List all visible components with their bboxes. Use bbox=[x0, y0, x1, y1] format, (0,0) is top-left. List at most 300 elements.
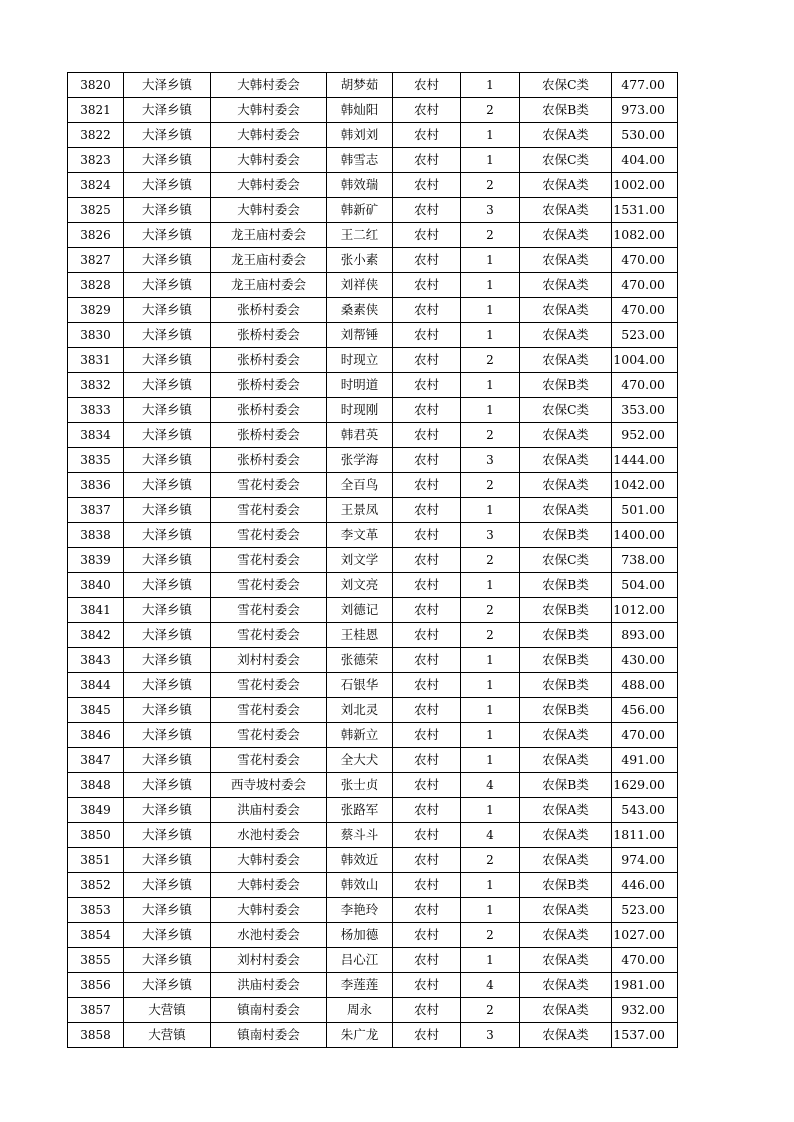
table-row bbox=[68, 598, 678, 623]
household-count-cell: 1 bbox=[461, 148, 520, 173]
amount-cell: 404.00 bbox=[612, 148, 678, 173]
village-committee-cell: 镇南村委会 bbox=[211, 1023, 327, 1048]
insurance-category-cell: 农保C类 bbox=[520, 398, 612, 423]
household-count-cell: 2 bbox=[461, 623, 520, 648]
amount-cell: 1629.00 bbox=[612, 773, 678, 798]
village-committee-cell: 大韩村委会 bbox=[211, 848, 327, 873]
village-committee-cell: 大韩村委会 bbox=[211, 148, 327, 173]
area-type-cell: 农村 bbox=[393, 998, 461, 1023]
person-name-cell: 王二红 bbox=[327, 223, 393, 248]
person-name-cell: 王景凤 bbox=[327, 498, 393, 523]
row-number-cell: 3856 bbox=[68, 973, 124, 998]
township-cell: 大泽乡镇 bbox=[124, 323, 211, 348]
person-name-cell: 全大犬 bbox=[327, 748, 393, 773]
village-committee-cell: 雪花村委会 bbox=[211, 473, 327, 498]
row-number-cell: 3835 bbox=[68, 448, 124, 473]
area-type-cell: 农村 bbox=[393, 173, 461, 198]
insurance-category-cell: 农保C类 bbox=[520, 548, 612, 573]
table-row bbox=[68, 473, 678, 498]
amount-cell: 501.00 bbox=[612, 498, 678, 523]
row-number-cell: 3855 bbox=[68, 948, 124, 973]
household-count-cell: 1 bbox=[461, 373, 520, 398]
insurance-category-cell: 农保B类 bbox=[520, 573, 612, 598]
area-type-cell: 农村 bbox=[393, 498, 461, 523]
township-cell: 大泽乡镇 bbox=[124, 398, 211, 423]
township-cell: 大泽乡镇 bbox=[124, 873, 211, 898]
insurance-category-cell: 农保A类 bbox=[520, 448, 612, 473]
person-name-cell: 刘帮锤 bbox=[327, 323, 393, 348]
person-name-cell: 韩君英 bbox=[327, 423, 393, 448]
row-number-cell: 3833 bbox=[68, 398, 124, 423]
household-count-cell: 1 bbox=[461, 273, 520, 298]
person-name-cell: 张路军 bbox=[327, 798, 393, 823]
area-type-cell: 农村 bbox=[393, 873, 461, 898]
person-name-cell: 刘文学 bbox=[327, 548, 393, 573]
table-row bbox=[68, 248, 678, 273]
household-count-cell: 1 bbox=[461, 898, 520, 923]
household-count-cell: 1 bbox=[461, 298, 520, 323]
household-count-cell: 1 bbox=[461, 698, 520, 723]
row-number-cell: 3847 bbox=[68, 748, 124, 773]
township-cell: 大泽乡镇 bbox=[124, 273, 211, 298]
insurance-category-cell: 农保B类 bbox=[520, 873, 612, 898]
household-count-cell: 2 bbox=[461, 848, 520, 873]
household-count-cell: 3 bbox=[461, 448, 520, 473]
township-cell: 大泽乡镇 bbox=[124, 223, 211, 248]
insurance-category-cell: 农保C类 bbox=[520, 73, 612, 98]
village-committee-cell: 张桥村委会 bbox=[211, 448, 327, 473]
village-committee-cell: 雪花村委会 bbox=[211, 723, 327, 748]
amount-cell: 488.00 bbox=[612, 673, 678, 698]
person-name-cell: 张小素 bbox=[327, 248, 393, 273]
amount-cell: 504.00 bbox=[612, 573, 678, 598]
village-committee-cell: 镇南村委会 bbox=[211, 998, 327, 1023]
table-row bbox=[68, 948, 678, 973]
area-type-cell: 农村 bbox=[393, 723, 461, 748]
row-number-cell: 3824 bbox=[68, 173, 124, 198]
row-number-cell: 3851 bbox=[68, 848, 124, 873]
area-type-cell: 农村 bbox=[393, 923, 461, 948]
row-number-cell: 3830 bbox=[68, 323, 124, 348]
amount-cell: 1811.00 bbox=[612, 823, 678, 848]
household-count-cell: 1 bbox=[461, 123, 520, 148]
area-type-cell: 农村 bbox=[393, 573, 461, 598]
township-cell: 大泽乡镇 bbox=[124, 448, 211, 473]
area-type-cell: 农村 bbox=[393, 398, 461, 423]
area-type-cell: 农村 bbox=[393, 823, 461, 848]
row-number-cell: 3837 bbox=[68, 498, 124, 523]
row-number-cell: 3832 bbox=[68, 373, 124, 398]
person-name-cell: 王桂恩 bbox=[327, 623, 393, 648]
insurance-category-cell: 农保A类 bbox=[520, 198, 612, 223]
household-count-cell: 1 bbox=[461, 498, 520, 523]
row-number-cell: 3858 bbox=[68, 1023, 124, 1048]
row-number-cell: 3825 bbox=[68, 198, 124, 223]
village-committee-cell: 张桥村委会 bbox=[211, 373, 327, 398]
table-row bbox=[68, 798, 678, 823]
person-name-cell: 韩雪志 bbox=[327, 148, 393, 173]
amount-cell: 470.00 bbox=[612, 273, 678, 298]
household-count-cell: 2 bbox=[461, 223, 520, 248]
village-committee-cell: 雪花村委会 bbox=[211, 573, 327, 598]
village-committee-cell: 水池村委会 bbox=[211, 923, 327, 948]
insurance-category-cell: 农保B类 bbox=[520, 673, 612, 698]
household-count-cell: 1 bbox=[461, 398, 520, 423]
amount-cell: 1537.00 bbox=[612, 1023, 678, 1048]
amount-cell: 530.00 bbox=[612, 123, 678, 148]
table-row bbox=[68, 198, 678, 223]
household-count-cell: 1 bbox=[461, 673, 520, 698]
amount-cell: 456.00 bbox=[612, 698, 678, 723]
amount-cell: 1004.00 bbox=[612, 348, 678, 373]
household-count-cell: 2 bbox=[461, 923, 520, 948]
row-number-cell: 3848 bbox=[68, 773, 124, 798]
village-committee-cell: 雪花村委会 bbox=[211, 598, 327, 623]
village-committee-cell: 雪花村委会 bbox=[211, 498, 327, 523]
village-committee-cell: 洪庙村委会 bbox=[211, 973, 327, 998]
data-table bbox=[67, 72, 678, 1048]
amount-cell: 470.00 bbox=[612, 948, 678, 973]
amount-cell: 353.00 bbox=[612, 398, 678, 423]
row-number-cell: 3845 bbox=[68, 698, 124, 723]
row-number-cell: 3853 bbox=[68, 898, 124, 923]
table-row bbox=[68, 873, 678, 898]
amount-cell: 523.00 bbox=[612, 898, 678, 923]
row-number-cell: 3844 bbox=[68, 673, 124, 698]
household-count-cell: 1 bbox=[461, 248, 520, 273]
amount-cell: 932.00 bbox=[612, 998, 678, 1023]
row-number-cell: 3827 bbox=[68, 248, 124, 273]
table-row bbox=[68, 498, 678, 523]
village-committee-cell: 大韩村委会 bbox=[211, 198, 327, 223]
row-number-cell: 3836 bbox=[68, 473, 124, 498]
table-row bbox=[68, 648, 678, 673]
area-type-cell: 农村 bbox=[393, 373, 461, 398]
amount-cell: 1082.00 bbox=[612, 223, 678, 248]
village-committee-cell: 张桥村委会 bbox=[211, 348, 327, 373]
table-row bbox=[68, 1023, 678, 1048]
insurance-category-cell: 农保A类 bbox=[520, 298, 612, 323]
insurance-category-cell: 农保A类 bbox=[520, 223, 612, 248]
person-name-cell: 李文革 bbox=[327, 523, 393, 548]
row-number-cell: 3854 bbox=[68, 923, 124, 948]
area-type-cell: 农村 bbox=[393, 198, 461, 223]
township-cell: 大泽乡镇 bbox=[124, 423, 211, 448]
person-name-cell: 韩效山 bbox=[327, 873, 393, 898]
township-cell: 大泽乡镇 bbox=[124, 148, 211, 173]
area-type-cell: 农村 bbox=[393, 598, 461, 623]
row-number-cell: 3828 bbox=[68, 273, 124, 298]
table-row bbox=[68, 448, 678, 473]
amount-cell: 470.00 bbox=[612, 373, 678, 398]
table-row bbox=[68, 398, 678, 423]
household-count-cell: 3 bbox=[461, 523, 520, 548]
row-number-cell: 3840 bbox=[68, 573, 124, 598]
person-name-cell: 张学海 bbox=[327, 448, 393, 473]
area-type-cell: 农村 bbox=[393, 1023, 461, 1048]
table-row bbox=[68, 98, 678, 123]
village-committee-cell: 大韩村委会 bbox=[211, 173, 327, 198]
insurance-category-cell: 农保B类 bbox=[520, 623, 612, 648]
amount-cell: 1027.00 bbox=[612, 923, 678, 948]
area-type-cell: 农村 bbox=[393, 798, 461, 823]
household-count-cell: 2 bbox=[461, 598, 520, 623]
amount-cell: 893.00 bbox=[612, 623, 678, 648]
township-cell: 大泽乡镇 bbox=[124, 598, 211, 623]
household-count-cell: 2 bbox=[461, 173, 520, 198]
household-count-cell: 2 bbox=[461, 348, 520, 373]
table-row bbox=[68, 998, 678, 1023]
village-committee-cell: 张桥村委会 bbox=[211, 423, 327, 448]
township-cell: 大泽乡镇 bbox=[124, 973, 211, 998]
township-cell: 大泽乡镇 bbox=[124, 573, 211, 598]
household-count-cell: 4 bbox=[461, 823, 520, 848]
insurance-category-cell: 农保A类 bbox=[520, 823, 612, 848]
area-type-cell: 农村 bbox=[393, 848, 461, 873]
township-cell: 大泽乡镇 bbox=[124, 348, 211, 373]
area-type-cell: 农村 bbox=[393, 98, 461, 123]
person-name-cell: 韩新立 bbox=[327, 723, 393, 748]
person-name-cell: 刘文亮 bbox=[327, 573, 393, 598]
table-row bbox=[68, 623, 678, 648]
amount-cell: 738.00 bbox=[612, 548, 678, 573]
row-number-cell: 3826 bbox=[68, 223, 124, 248]
table-row bbox=[68, 523, 678, 548]
village-committee-cell: 龙王庙村委会 bbox=[211, 223, 327, 248]
insurance-category-cell: 农保A类 bbox=[520, 498, 612, 523]
person-name-cell: 张德荣 bbox=[327, 648, 393, 673]
area-type-cell: 农村 bbox=[393, 73, 461, 98]
table-row bbox=[68, 823, 678, 848]
person-name-cell: 朱广龙 bbox=[327, 1023, 393, 1048]
table-row bbox=[68, 848, 678, 873]
row-number-cell: 3839 bbox=[68, 548, 124, 573]
person-name-cell: 韩新矿 bbox=[327, 198, 393, 223]
data-table-container bbox=[67, 72, 677, 1048]
area-type-cell: 农村 bbox=[393, 698, 461, 723]
township-cell: 大泽乡镇 bbox=[124, 723, 211, 748]
person-name-cell: 杨加德 bbox=[327, 923, 393, 948]
amount-cell: 523.00 bbox=[612, 323, 678, 348]
table-row bbox=[68, 748, 678, 773]
household-count-cell: 4 bbox=[461, 973, 520, 998]
row-number-cell: 3829 bbox=[68, 298, 124, 323]
insurance-category-cell: 农保A类 bbox=[520, 748, 612, 773]
village-committee-cell: 雪花村委会 bbox=[211, 748, 327, 773]
row-number-cell: 3846 bbox=[68, 723, 124, 748]
amount-cell: 1042.00 bbox=[612, 473, 678, 498]
table-row bbox=[68, 373, 678, 398]
area-type-cell: 农村 bbox=[393, 773, 461, 798]
table-row bbox=[68, 698, 678, 723]
area-type-cell: 农村 bbox=[393, 948, 461, 973]
township-cell: 大泽乡镇 bbox=[124, 673, 211, 698]
township-cell: 大泽乡镇 bbox=[124, 173, 211, 198]
township-cell: 大泽乡镇 bbox=[124, 123, 211, 148]
area-type-cell: 农村 bbox=[393, 548, 461, 573]
person-name-cell: 韩效近 bbox=[327, 848, 393, 873]
area-type-cell: 农村 bbox=[393, 673, 461, 698]
table-row bbox=[68, 123, 678, 148]
township-cell: 大泽乡镇 bbox=[124, 648, 211, 673]
table-row bbox=[68, 573, 678, 598]
township-cell: 大泽乡镇 bbox=[124, 923, 211, 948]
table-row bbox=[68, 673, 678, 698]
row-number-cell: 3820 bbox=[68, 73, 124, 98]
township-cell: 大泽乡镇 bbox=[124, 948, 211, 973]
insurance-category-cell: 农保B类 bbox=[520, 598, 612, 623]
amount-cell: 974.00 bbox=[612, 848, 678, 873]
insurance-category-cell: 农保A类 bbox=[520, 848, 612, 873]
amount-cell: 477.00 bbox=[612, 73, 678, 98]
insurance-category-cell: 农保A类 bbox=[520, 973, 612, 998]
insurance-category-cell: 农保A类 bbox=[520, 123, 612, 148]
amount-cell: 491.00 bbox=[612, 748, 678, 773]
village-committee-cell: 龙王庙村委会 bbox=[211, 273, 327, 298]
area-type-cell: 农村 bbox=[393, 248, 461, 273]
person-name-cell: 韩刘刘 bbox=[327, 123, 393, 148]
village-committee-cell: 刘村村委会 bbox=[211, 948, 327, 973]
insurance-category-cell: 农保A类 bbox=[520, 948, 612, 973]
amount-cell: 952.00 bbox=[612, 423, 678, 448]
insurance-category-cell: 农保A类 bbox=[520, 323, 612, 348]
row-number-cell: 3849 bbox=[68, 798, 124, 823]
insurance-category-cell: 农保A类 bbox=[520, 173, 612, 198]
table-row bbox=[68, 923, 678, 948]
table-row bbox=[68, 323, 678, 348]
person-name-cell: 吕心江 bbox=[327, 948, 393, 973]
village-committee-cell: 龙王庙村委会 bbox=[211, 248, 327, 273]
table-row bbox=[68, 148, 678, 173]
household-count-cell: 2 bbox=[461, 548, 520, 573]
row-number-cell: 3821 bbox=[68, 98, 124, 123]
person-name-cell: 桑素侠 bbox=[327, 298, 393, 323]
table-row bbox=[68, 73, 678, 98]
insurance-category-cell: 农保A类 bbox=[520, 248, 612, 273]
village-committee-cell: 大韩村委会 bbox=[211, 98, 327, 123]
area-type-cell: 农村 bbox=[393, 973, 461, 998]
row-number-cell: 3852 bbox=[68, 873, 124, 898]
household-count-cell: 3 bbox=[461, 1023, 520, 1048]
table-row bbox=[68, 423, 678, 448]
village-committee-cell: 水池村委会 bbox=[211, 823, 327, 848]
person-name-cell: 时现刚 bbox=[327, 398, 393, 423]
area-type-cell: 农村 bbox=[393, 648, 461, 673]
household-count-cell: 2 bbox=[461, 98, 520, 123]
area-type-cell: 农村 bbox=[393, 473, 461, 498]
area-type-cell: 农村 bbox=[393, 898, 461, 923]
household-count-cell: 1 bbox=[461, 723, 520, 748]
village-committee-cell: 大韩村委会 bbox=[211, 898, 327, 923]
village-committee-cell: 张桥村委会 bbox=[211, 298, 327, 323]
village-committee-cell: 大韩村委会 bbox=[211, 123, 327, 148]
insurance-category-cell: 农保A类 bbox=[520, 998, 612, 1023]
row-number-cell: 3841 bbox=[68, 598, 124, 623]
area-type-cell: 农村 bbox=[393, 448, 461, 473]
table-row bbox=[68, 348, 678, 373]
village-committee-cell: 大韩村委会 bbox=[211, 873, 327, 898]
township-cell: 大泽乡镇 bbox=[124, 773, 211, 798]
area-type-cell: 农村 bbox=[393, 223, 461, 248]
row-number-cell: 3831 bbox=[68, 348, 124, 373]
amount-cell: 1981.00 bbox=[612, 973, 678, 998]
village-committee-cell: 雪花村委会 bbox=[211, 673, 327, 698]
household-count-cell: 1 bbox=[461, 873, 520, 898]
insurance-category-cell: 农保B类 bbox=[520, 373, 612, 398]
table-row bbox=[68, 773, 678, 798]
township-cell: 大泽乡镇 bbox=[124, 848, 211, 873]
insurance-category-cell: 农保A类 bbox=[520, 423, 612, 448]
area-type-cell: 农村 bbox=[393, 348, 461, 373]
amount-cell: 973.00 bbox=[612, 98, 678, 123]
row-number-cell: 3842 bbox=[68, 623, 124, 648]
household-count-cell: 2 bbox=[461, 423, 520, 448]
insurance-category-cell: 农保A类 bbox=[520, 798, 612, 823]
amount-cell: 1444.00 bbox=[612, 448, 678, 473]
village-committee-cell: 刘村村委会 bbox=[211, 648, 327, 673]
village-committee-cell: 雪花村委会 bbox=[211, 698, 327, 723]
village-committee-cell: 张桥村委会 bbox=[211, 398, 327, 423]
township-cell: 大泽乡镇 bbox=[124, 698, 211, 723]
household-count-cell: 2 bbox=[461, 473, 520, 498]
household-count-cell: 3 bbox=[461, 198, 520, 223]
person-name-cell: 张士贞 bbox=[327, 773, 393, 798]
insurance-category-cell: 农保A类 bbox=[520, 923, 612, 948]
insurance-category-cell: 农保B类 bbox=[520, 698, 612, 723]
table-row bbox=[68, 723, 678, 748]
amount-cell: 470.00 bbox=[612, 248, 678, 273]
area-type-cell: 农村 bbox=[393, 273, 461, 298]
row-number-cell: 3838 bbox=[68, 523, 124, 548]
insurance-category-cell: 农保A类 bbox=[520, 898, 612, 923]
amount-cell: 1400.00 bbox=[612, 523, 678, 548]
person-name-cell: 胡梦茹 bbox=[327, 73, 393, 98]
person-name-cell: 刘德记 bbox=[327, 598, 393, 623]
insurance-category-cell: 农保B类 bbox=[520, 523, 612, 548]
village-committee-cell: 洪庙村委会 bbox=[211, 798, 327, 823]
area-type-cell: 农村 bbox=[393, 123, 461, 148]
table-row bbox=[68, 898, 678, 923]
village-committee-cell: 雪花村委会 bbox=[211, 623, 327, 648]
insurance-category-cell: 农保A类 bbox=[520, 723, 612, 748]
person-name-cell: 刘北灵 bbox=[327, 698, 393, 723]
village-committee-cell: 大韩村委会 bbox=[211, 73, 327, 98]
township-cell: 大泽乡镇 bbox=[124, 823, 211, 848]
village-committee-cell: 雪花村委会 bbox=[211, 548, 327, 573]
area-type-cell: 农村 bbox=[393, 323, 461, 348]
township-cell: 大泽乡镇 bbox=[124, 298, 211, 323]
village-committee-cell: 张桥村委会 bbox=[211, 323, 327, 348]
table-row bbox=[68, 973, 678, 998]
person-name-cell: 全百鸟 bbox=[327, 473, 393, 498]
household-count-cell: 1 bbox=[461, 573, 520, 598]
amount-cell: 1531.00 bbox=[612, 198, 678, 223]
person-name-cell: 韩灿阳 bbox=[327, 98, 393, 123]
household-count-cell: 1 bbox=[461, 648, 520, 673]
person-name-cell: 时现立 bbox=[327, 348, 393, 373]
household-count-cell: 1 bbox=[461, 73, 520, 98]
person-name-cell: 李艳玲 bbox=[327, 898, 393, 923]
row-number-cell: 3834 bbox=[68, 423, 124, 448]
row-number-cell: 3822 bbox=[68, 123, 124, 148]
amount-cell: 430.00 bbox=[612, 648, 678, 673]
township-cell: 大泽乡镇 bbox=[124, 198, 211, 223]
area-type-cell: 农村 bbox=[393, 423, 461, 448]
township-cell: 大泽乡镇 bbox=[124, 373, 211, 398]
insurance-category-cell: 农保A类 bbox=[520, 348, 612, 373]
insurance-category-cell: 农保B类 bbox=[520, 98, 612, 123]
insurance-category-cell: 农保A类 bbox=[520, 273, 612, 298]
